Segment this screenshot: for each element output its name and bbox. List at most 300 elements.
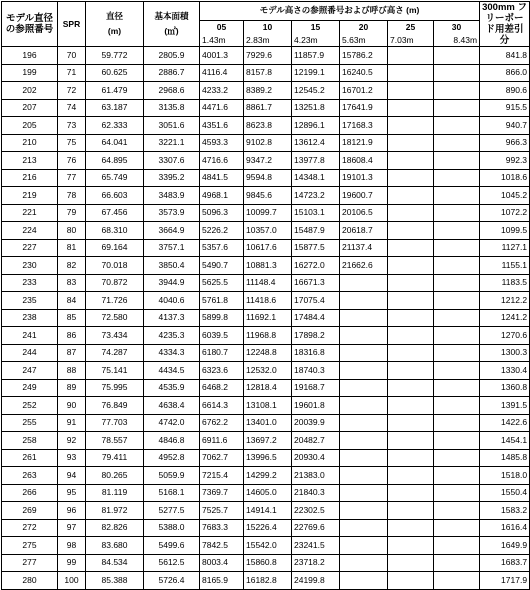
cell-spr: 95 [58, 484, 86, 502]
cell-diameter: 84.534 [86, 554, 144, 572]
cell-ref: 247 [2, 362, 58, 380]
cell-h20: 21137.4 [340, 239, 388, 257]
cell-h25 [388, 274, 434, 292]
cell-spr: 97 [58, 519, 86, 537]
table-row [2, 169, 530, 187]
cell-h30 [434, 82, 480, 100]
cell-h30 [434, 379, 480, 397]
cell-freeboard: 1155.1 [480, 257, 530, 275]
cell-h10: 15542.0 [244, 537, 292, 555]
cell-freeboard: 890.6 [480, 82, 530, 100]
cell-h10: 12818.4 [244, 379, 292, 397]
cell-freeboard: 1045.2 [480, 187, 530, 205]
cell-h15: 14723.2 [292, 187, 340, 205]
cell-h05: 5625.5 [200, 274, 244, 292]
table-row [2, 99, 530, 117]
cell-h20: 16240.5 [340, 64, 388, 82]
cell-diameter: 59.772 [86, 47, 144, 65]
cell-h25 [388, 117, 434, 135]
cell-h10: 10881.3 [244, 257, 292, 275]
cell-h20 [340, 432, 388, 450]
cell-h05: 5899.8 [200, 309, 244, 327]
cell-h30 [434, 187, 480, 205]
cell-ref: 261 [2, 449, 58, 467]
cell-h30 [434, 554, 480, 572]
cell-area: 4638.4 [144, 397, 200, 415]
table-row [2, 117, 530, 135]
cell-ref: 269 [2, 502, 58, 520]
cell-area: 3944.9 [144, 274, 200, 292]
cell-freeboard: 1360.8 [480, 379, 530, 397]
cell-freeboard: 940.7 [480, 117, 530, 135]
table-row [2, 414, 530, 432]
cell-h15: 20930.4 [292, 449, 340, 467]
cell-h15: 22302.5 [292, 502, 340, 520]
cell-h30 [434, 432, 480, 450]
cell-freeboard: 1485.8 [480, 449, 530, 467]
cell-spr: 82 [58, 257, 86, 275]
cell-diameter: 83.680 [86, 537, 144, 555]
cell-h10: 13697.2 [244, 432, 292, 450]
cell-area: 4137.3 [144, 309, 200, 327]
cell-spr: 89 [58, 379, 86, 397]
cell-diameter: 65.749 [86, 169, 144, 187]
cell-h10: 11692.1 [244, 309, 292, 327]
cell-h05: 4716.6 [200, 152, 244, 170]
cell-h10: 7929.6 [244, 47, 292, 65]
cell-h05: 5490.7 [200, 257, 244, 275]
cell-h10: 15860.8 [244, 554, 292, 572]
cell-ref: 272 [2, 519, 58, 537]
cell-h25 [388, 292, 434, 310]
cell-h30 [434, 274, 480, 292]
cell-spr: 91 [58, 414, 86, 432]
cell-h25 [388, 82, 434, 100]
height-value-05: 1.43m [200, 33, 244, 46]
cell-h30 [434, 502, 480, 520]
cell-diameter: 71.726 [86, 292, 144, 310]
cell-freeboard: 1330.4 [480, 362, 530, 380]
cell-diameter: 82.826 [86, 519, 144, 537]
height-value-30: 8.43m [434, 33, 480, 46]
cell-freeboard: 1018.6 [480, 169, 530, 187]
cell-h25 [388, 432, 434, 450]
cell-diameter: 61.479 [86, 82, 144, 100]
cell-h05: 8003.4 [200, 554, 244, 572]
cell-h25 [388, 169, 434, 187]
cell-area: 3664.9 [144, 222, 200, 240]
cell-h30 [434, 397, 480, 415]
cell-h25 [388, 344, 434, 362]
cell-h20: 17168.3 [340, 117, 388, 135]
cell-h20: 21662.6 [340, 257, 388, 275]
cell-area: 3135.8 [144, 99, 200, 117]
table-row [2, 204, 530, 222]
cell-ref: 196 [2, 47, 58, 65]
table-row [2, 484, 530, 502]
cell-h15: 13612.4 [292, 134, 340, 152]
cell-h15: 17898.2 [292, 327, 340, 345]
cell-ref: 202 [2, 82, 58, 100]
cell-h05: 6468.2 [200, 379, 244, 397]
cell-spr: 92 [58, 432, 86, 450]
cell-h05: 4471.6 [200, 99, 244, 117]
cell-diameter: 64.895 [86, 152, 144, 170]
cell-h15: 19168.7 [292, 379, 340, 397]
cell-h10: 8389.2 [244, 82, 292, 100]
table-row [2, 274, 530, 292]
cell-h30 [434, 572, 480, 590]
header-area-label: 基本面積 [154, 11, 189, 21]
cell-diameter: 75.995 [86, 379, 144, 397]
cell-freeboard: 1454.1 [480, 432, 530, 450]
cell-ref: 210 [2, 134, 58, 152]
cell-h25 [388, 257, 434, 275]
cell-freeboard: 1072.2 [480, 204, 530, 222]
page [0, 1, 530, 585]
cell-ref: 207 [2, 99, 58, 117]
table-row [2, 134, 530, 152]
cell-h20 [340, 467, 388, 485]
cell-h30 [434, 204, 480, 222]
header-diameter-label: 直径 [105, 11, 123, 21]
cell-area: 3573.9 [144, 204, 200, 222]
cell-area: 4535.9 [144, 379, 200, 397]
cell-h15: 21840.3 [292, 484, 340, 502]
cell-h05: 6039.5 [200, 327, 244, 345]
cell-ref: 230 [2, 257, 58, 275]
cell-h15: 12545.2 [292, 82, 340, 100]
cell-h20: 16701.2 [340, 82, 388, 100]
cell-freeboard: 841.8 [480, 47, 530, 65]
cell-h25 [388, 379, 434, 397]
table-row [2, 554, 530, 572]
cell-freeboard: 1300.3 [480, 344, 530, 362]
table-row [2, 64, 530, 82]
cell-spr: 80 [58, 222, 86, 240]
table-row [2, 449, 530, 467]
cell-h15: 11857.9 [292, 47, 340, 65]
cell-spr: 74 [58, 99, 86, 117]
header-area [144, 2, 200, 47]
cell-spr: 85 [58, 309, 86, 327]
cell-diameter: 81.972 [86, 502, 144, 520]
cell-h10: 15226.4 [244, 519, 292, 537]
table-row [2, 82, 530, 100]
cell-diameter: 66.603 [86, 187, 144, 205]
cell-freeboard: 1649.9 [480, 537, 530, 555]
cell-area: 5612.5 [144, 554, 200, 572]
header-ref: モデル直径の参照番号 [2, 2, 58, 47]
cell-diameter: 72.580 [86, 309, 144, 327]
cell-h05: 4001.3 [200, 47, 244, 65]
cell-h25 [388, 47, 434, 65]
cell-freeboard: 992.3 [480, 152, 530, 170]
cell-diameter: 60.625 [86, 64, 144, 82]
cell-h05: 7062.7 [200, 449, 244, 467]
cell-h05: 4593.3 [200, 134, 244, 152]
cell-h15: 15877.5 [292, 239, 340, 257]
cell-freeboard: 1422.6 [480, 414, 530, 432]
cell-h20 [340, 537, 388, 555]
height-ref-20: 20 [340, 20, 388, 33]
cell-h30 [434, 292, 480, 310]
cell-spr: 76 [58, 152, 86, 170]
table-row [2, 379, 530, 397]
cell-h20 [340, 572, 388, 590]
cell-spr: 88 [58, 362, 86, 380]
cell-area: 3307.6 [144, 152, 200, 170]
cell-spr: 90 [58, 397, 86, 415]
cell-h20 [340, 344, 388, 362]
cell-freeboard: 1616.4 [480, 519, 530, 537]
cell-area: 4742.0 [144, 414, 200, 432]
cell-h10: 9102.8 [244, 134, 292, 152]
cell-h25 [388, 134, 434, 152]
cell-h05: 5226.2 [200, 222, 244, 240]
cell-freeboard: 1099.5 [480, 222, 530, 240]
cell-h10: 10617.6 [244, 239, 292, 257]
cell-h05: 8165.9 [200, 572, 244, 590]
cell-h20 [340, 309, 388, 327]
cell-diameter: 81.119 [86, 484, 144, 502]
header-diameter [86, 2, 144, 47]
cell-spr: 84 [58, 292, 86, 310]
cell-h05: 6323.6 [200, 362, 244, 380]
cell-h10: 9347.2 [244, 152, 292, 170]
cell-h20: 18608.4 [340, 152, 388, 170]
cell-h15: 24199.8 [292, 572, 340, 590]
table-row [2, 187, 530, 205]
cell-area: 3757.1 [144, 239, 200, 257]
cell-h25 [388, 484, 434, 502]
cell-ref: 255 [2, 414, 58, 432]
cell-ref: 227 [2, 239, 58, 257]
cell-freeboard: 966.3 [480, 134, 530, 152]
cell-spr: 79 [58, 204, 86, 222]
cell-diameter: 79.411 [86, 449, 144, 467]
cell-area: 4040.6 [144, 292, 200, 310]
cell-h10: 16182.8 [244, 572, 292, 590]
cell-h25 [388, 327, 434, 345]
cell-h05: 7215.4 [200, 467, 244, 485]
cell-freeboard: 1127.1 [480, 239, 530, 257]
header-area-unit: (㎡) [164, 26, 179, 36]
cell-h25 [388, 222, 434, 240]
cell-area: 5277.5 [144, 502, 200, 520]
cell-h05: 7842.5 [200, 537, 244, 555]
cell-h20: 15786.2 [340, 47, 388, 65]
cell-diameter: 80.265 [86, 467, 144, 485]
cell-h15: 16671.3 [292, 274, 340, 292]
cell-h30 [434, 537, 480, 555]
cell-h05: 6762.2 [200, 414, 244, 432]
header-row-top [2, 2, 530, 21]
cell-h05: 7369.7 [200, 484, 244, 502]
cell-spr: 98 [58, 537, 86, 555]
cell-h05: 4116.4 [200, 64, 244, 82]
cell-h10: 14914.1 [244, 502, 292, 520]
cell-ref: 275 [2, 537, 58, 555]
cell-h10: 11148.4 [244, 274, 292, 292]
cell-ref: 258 [2, 432, 58, 450]
cell-spr: 83 [58, 274, 86, 292]
cell-spr: 70 [58, 47, 86, 65]
cell-h25 [388, 449, 434, 467]
cell-ref: 205 [2, 117, 58, 135]
cell-h10: 11968.8 [244, 327, 292, 345]
cell-spr: 94 [58, 467, 86, 485]
cell-h20: 18121.9 [340, 134, 388, 152]
cell-h15: 20039.9 [292, 414, 340, 432]
cell-h25 [388, 64, 434, 82]
cell-spr: 77 [58, 169, 86, 187]
cell-area: 5499.6 [144, 537, 200, 555]
cell-h15: 17484.4 [292, 309, 340, 327]
header-spr: SPR [58, 2, 86, 47]
cell-freeboard: 1391.5 [480, 397, 530, 415]
cell-area: 3221.1 [144, 134, 200, 152]
cell-area: 5726.4 [144, 572, 200, 590]
cell-h20 [340, 327, 388, 345]
cell-spr: 87 [58, 344, 86, 362]
cell-ref: 221 [2, 204, 58, 222]
cell-ref: 216 [2, 169, 58, 187]
cell-h20 [340, 484, 388, 502]
cell-area: 3395.2 [144, 169, 200, 187]
table-row [2, 432, 530, 450]
table-row [2, 47, 530, 65]
table-row [2, 222, 530, 240]
cell-diameter: 62.333 [86, 117, 144, 135]
cell-ref: 219 [2, 187, 58, 205]
cell-h15: 19601.8 [292, 397, 340, 415]
table-row [2, 362, 530, 380]
cell-h10: 13108.1 [244, 397, 292, 415]
cell-area: 4434.5 [144, 362, 200, 380]
cell-h20 [340, 502, 388, 520]
cell-ref: 280 [2, 572, 58, 590]
cell-h10: 14299.2 [244, 467, 292, 485]
cell-spr: 71 [58, 64, 86, 82]
cell-h15: 22769.6 [292, 519, 340, 537]
cell-h30 [434, 519, 480, 537]
cell-h05: 7683.3 [200, 519, 244, 537]
height-ref-15: 15 [292, 20, 340, 33]
cell-h15: 23241.5 [292, 537, 340, 555]
cell-h10: 9845.6 [244, 187, 292, 205]
cell-h10: 12532.0 [244, 362, 292, 380]
table-row [2, 572, 530, 590]
cell-diameter: 68.310 [86, 222, 144, 240]
cell-spr: 75 [58, 134, 86, 152]
cell-h20: 17641.9 [340, 99, 388, 117]
cell-h15: 14348.1 [292, 169, 340, 187]
table-row [2, 257, 530, 275]
cell-h25 [388, 309, 434, 327]
cell-diameter: 75.141 [86, 362, 144, 380]
cell-h15: 15487.9 [292, 222, 340, 240]
cell-spr: 96 [58, 502, 86, 520]
cell-h05: 4233.2 [200, 82, 244, 100]
cell-area: 3051.6 [144, 117, 200, 135]
cell-diameter: 70.872 [86, 274, 144, 292]
cell-h30 [434, 64, 480, 82]
height-ref-25: 25 [388, 20, 434, 33]
cell-diameter: 76.849 [86, 397, 144, 415]
cell-h30 [434, 257, 480, 275]
cell-h20 [340, 292, 388, 310]
cell-h20: 20106.5 [340, 204, 388, 222]
cell-diameter: 78.557 [86, 432, 144, 450]
cell-h05: 4968.1 [200, 187, 244, 205]
cell-h10: 13996.5 [244, 449, 292, 467]
cell-freeboard: 1241.2 [480, 309, 530, 327]
table-row [2, 467, 530, 485]
cell-ref: 238 [2, 309, 58, 327]
cell-h15: 18316.8 [292, 344, 340, 362]
height-ref-30: 30 [434, 20, 480, 33]
cell-h15: 17075.4 [292, 292, 340, 310]
cell-spr: 72 [58, 82, 86, 100]
cell-freeboard: 866.0 [480, 64, 530, 82]
cell-h10: 8623.8 [244, 117, 292, 135]
cell-ref: 277 [2, 554, 58, 572]
cell-diameter: 69.164 [86, 239, 144, 257]
cell-h25 [388, 414, 434, 432]
cell-h05: 5357.6 [200, 239, 244, 257]
cell-ref: 249 [2, 379, 58, 397]
table-row [2, 239, 530, 257]
cell-h20 [340, 397, 388, 415]
cell-h15: 18740.3 [292, 362, 340, 380]
cell-h20 [340, 274, 388, 292]
cell-h25 [388, 397, 434, 415]
cell-ref: 263 [2, 467, 58, 485]
height-value-15: 4.23m [292, 33, 340, 46]
cell-area: 4952.8 [144, 449, 200, 467]
height-value-25: 7.03m [388, 33, 434, 46]
cell-ref: 199 [2, 64, 58, 82]
cell-h10: 10099.7 [244, 204, 292, 222]
cell-diameter: 77.703 [86, 414, 144, 432]
cell-h20 [340, 554, 388, 572]
cell-diameter: 67.456 [86, 204, 144, 222]
cell-h30 [434, 117, 480, 135]
cell-h15: 13251.8 [292, 99, 340, 117]
cell-h05: 6180.7 [200, 344, 244, 362]
cell-h25 [388, 519, 434, 537]
cell-h25 [388, 502, 434, 520]
cell-h05: 5096.3 [200, 204, 244, 222]
cell-h20: 19101.3 [340, 169, 388, 187]
cell-h25 [388, 467, 434, 485]
cell-freeboard: 1183.5 [480, 274, 530, 292]
cell-area: 4846.8 [144, 432, 200, 450]
cell-h20: 19600.7 [340, 187, 388, 205]
cell-h05: 7525.7 [200, 502, 244, 520]
cell-freeboard: 1717.9 [480, 572, 530, 590]
height-value-20: 5.63m [340, 33, 388, 46]
cell-h20 [340, 519, 388, 537]
cell-h30 [434, 449, 480, 467]
cell-h05: 4841.5 [200, 169, 244, 187]
cell-h15: 12896.1 [292, 117, 340, 135]
cell-h20 [340, 449, 388, 467]
table-row [2, 309, 530, 327]
cell-h30 [434, 222, 480, 240]
cell-h30 [434, 309, 480, 327]
